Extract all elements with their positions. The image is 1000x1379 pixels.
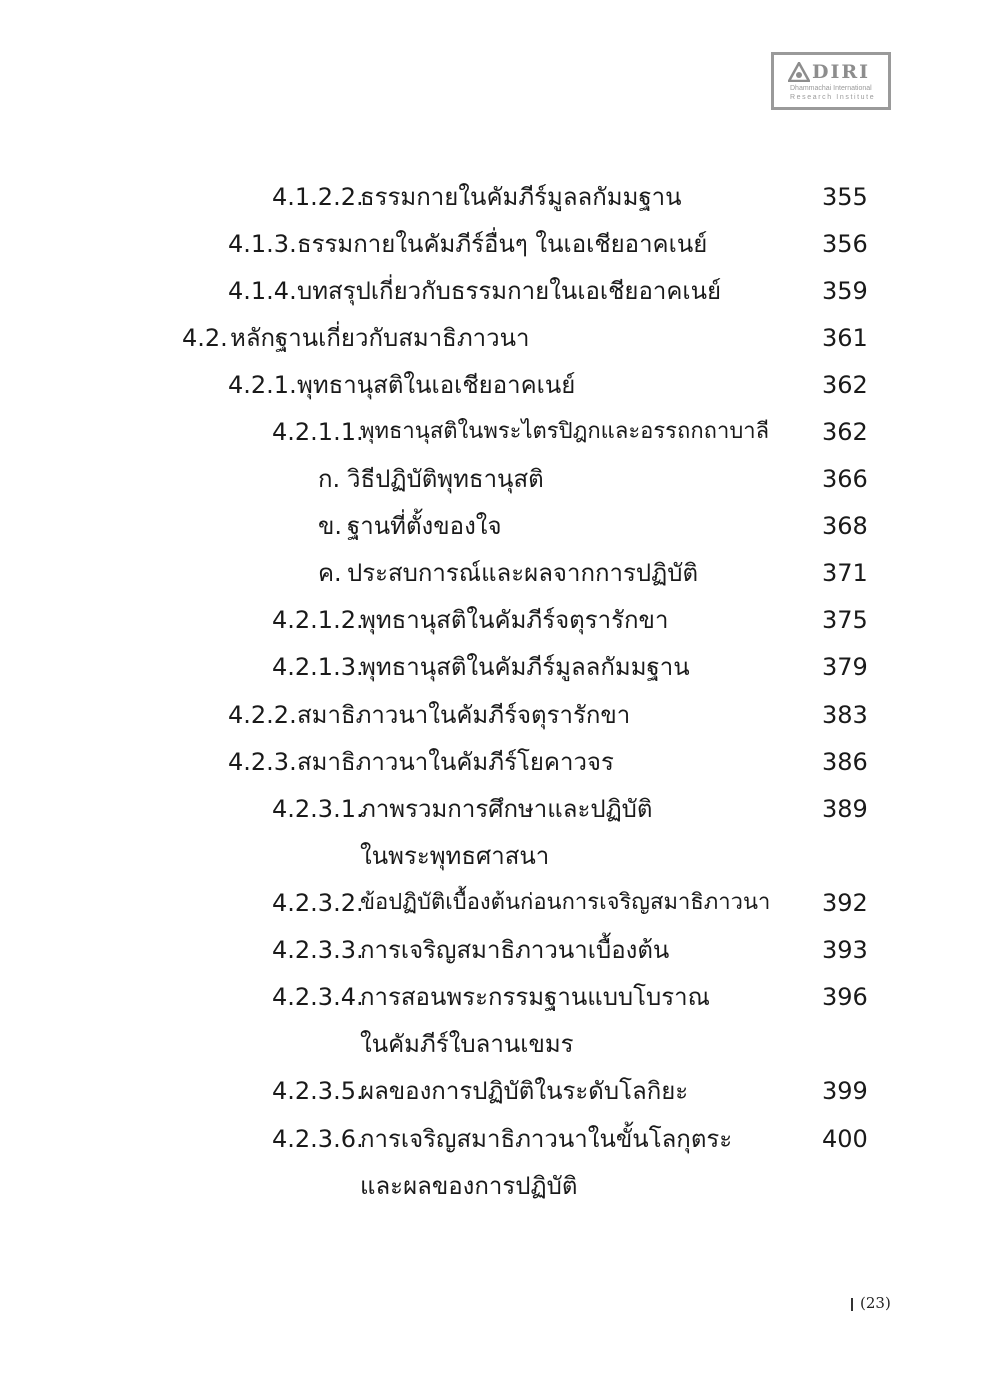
toc-page: 361 [822, 324, 868, 352]
toc-page: 389 [822, 795, 868, 823]
toc-page: 355 [822, 183, 868, 211]
toc-title: สมาธิภาวนาในคัมภีร์โยคาวจร [297, 748, 614, 776]
toc-number: 4.2.1.2. [272, 606, 364, 634]
toc-number: 4.2.1. [228, 371, 297, 399]
logo-line-1: Dhammachai International [790, 85, 872, 92]
toc-page: 356 [822, 230, 868, 258]
toc-title: หลักฐานเกี่ยวกับสมาธิภาวนา [230, 324, 530, 352]
footer-divider [851, 1298, 853, 1311]
toc-page: 359 [822, 277, 868, 305]
toc-number: 4.2.2. [228, 701, 297, 729]
toc-title: ผลของการปฏิบัติในระดับโลกิยะ [360, 1077, 689, 1105]
toc-number: ข. [318, 512, 343, 540]
logo-line-2: Research Institute [790, 94, 876, 101]
toc-number: 4.2.1.1. [272, 418, 364, 446]
toc-number: 4.1.4. [228, 277, 297, 305]
toc-title: พุทธานุสติในคัมภีร์จตุรารักขา [360, 606, 669, 634]
toc-title: พุทธานุสติในพระไตรปิฎกและอรรถกถาบาลี [360, 419, 770, 444]
toc-title: พุทธานุสติในเอเชียอาคเนย์ [297, 371, 576, 399]
toc-title: ในคัมภีร์ใบลานเขมร [360, 1030, 574, 1058]
toc-page: 362 [822, 418, 868, 446]
toc-number: 4.2.3.3. [272, 936, 364, 964]
toc-title: พุทธานุสติในคัมภีร์มูลลกัมมฐาน [360, 653, 690, 681]
toc-page: 362 [822, 371, 868, 399]
toc-page: 375 [822, 606, 868, 634]
toc-title: การสอนพระกรรมฐานแบบโบราณ [360, 983, 710, 1011]
toc-number: ก. [318, 465, 341, 493]
page-number: (23) [860, 1294, 891, 1312]
toc-title: ธรรมกายในคัมภีร์มูลลกัมมฐาน [360, 183, 682, 211]
toc-page: 366 [822, 465, 868, 493]
toc-page: 371 [822, 559, 868, 587]
toc-number: 4.2.1.3. [272, 653, 364, 681]
toc-title: ในพระพุทธศาสนา [360, 842, 550, 870]
toc-title: สมาธิภาวนาในคัมภีร์จตุรารักขา [297, 701, 631, 729]
toc-title: ภาพรวมการศึกษาและปฏิบัติ [360, 795, 653, 823]
toc-page: 400 [822, 1125, 868, 1153]
toc-page: 399 [822, 1077, 868, 1105]
toc-number: 4.1.3. [228, 230, 297, 258]
toc-number: 4.2.3.4. [272, 983, 364, 1011]
toc-number: 4.2. [182, 324, 228, 352]
logo-name: DIRI [812, 61, 871, 83]
toc-number: 4.2.3.5. [272, 1077, 364, 1105]
toc-title: การเจริญสมาธิภาวนาเบื้องต้น [360, 936, 670, 964]
toc-page: 396 [822, 983, 868, 1011]
toc-number: ค. [318, 559, 342, 587]
toc-title: บทสรุปเกี่ยวกับธรรมกายในเอเชียอาคเนย์ [297, 277, 722, 305]
toc-number: 4.2.3. [228, 748, 297, 776]
toc-page: 379 [822, 653, 868, 681]
toc-number: 4.2.3.6. [272, 1125, 364, 1153]
toc-number: 4.2.3.2. [272, 889, 364, 917]
toc-number: 4.1.2.2. [272, 183, 364, 211]
toc-page: 393 [822, 936, 868, 964]
toc-title: ธรรมกายในคัมภีร์อื่นๆ ในเอเชียอาคเนย์ [297, 230, 708, 258]
toc-page: 383 [822, 701, 868, 729]
toc-title: การเจริญสมาธิภาวนาในขั้นโลกุตระ [360, 1125, 733, 1153]
toc-title: ข้อปฏิบัติเบื้องต้นก่อนการเจริญสมาธิภาวนา [360, 890, 771, 915]
toc-title: วิธีปฏิบัติพุทธานุสติ [347, 465, 544, 493]
toc-title: ประสบการณ์และผลจากการปฏิบัติ [347, 559, 699, 587]
toc-number: 4.2.3.1. [272, 795, 364, 823]
toc-title: และผลของการปฏิบัติ [360, 1172, 578, 1200]
toc-page: 368 [822, 512, 868, 540]
toc-title: ฐานที่ตั้งของใจ [347, 512, 502, 540]
toc-page: 392 [822, 889, 868, 917]
toc-page: 386 [822, 748, 868, 776]
